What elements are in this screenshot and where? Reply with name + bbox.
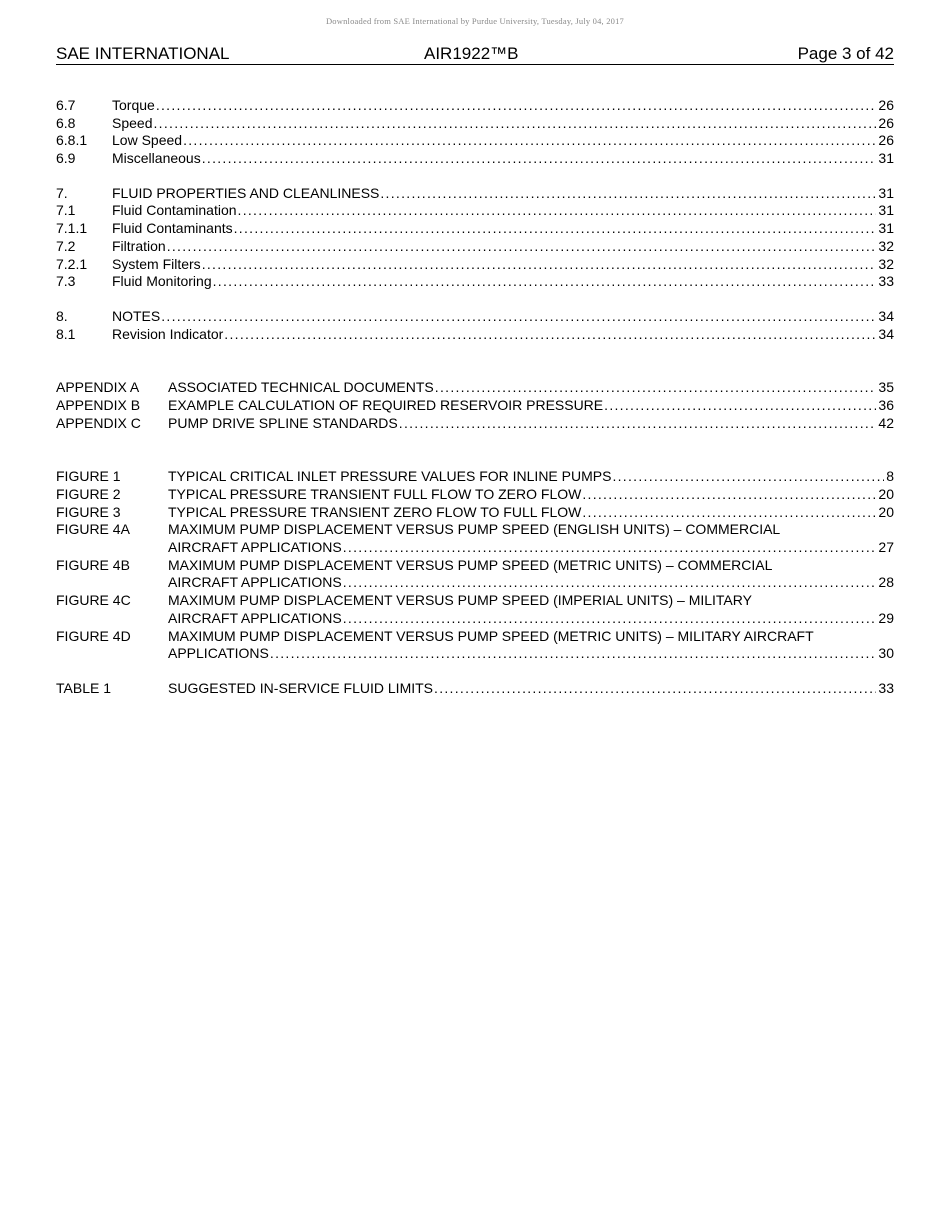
dot-leader [213, 273, 877, 291]
figure-label: FIGURE 4B [56, 556, 130, 573]
toc-page: 20 [878, 503, 894, 520]
toc-title: Revision Indicator [112, 325, 224, 342]
dot-leader [343, 574, 877, 592]
figure-label: FIGURE 2 [56, 486, 121, 502]
toc-figure-entry-continuation[interactable] [56, 645, 894, 663]
toc-title: Filtration [112, 237, 166, 254]
toc-entry[interactable] [56, 132, 894, 150]
toc-number: 7.2.1 [56, 255, 88, 272]
toc-title: TYPICAL PRESSURE TRANSIENT FULL FLOW TO ZERO FLOW [168, 486, 582, 502]
toc-title-line-2: AIRCRAFT APPLICATIONS [168, 609, 342, 626]
toc-number: 6.8 [56, 114, 76, 131]
toc-title: PUMP DRIVE SPLINE STANDARDS [168, 414, 398, 431]
dot-leader [399, 415, 877, 433]
dot-leader [161, 308, 876, 326]
toc-page: 30 [878, 645, 894, 662]
dot-leader [270, 645, 877, 663]
toc-appendix-entry[interactable] [56, 379, 894, 397]
toc-entry[interactable] [56, 202, 894, 220]
toc-figure-entry[interactable] [56, 486, 894, 504]
page-header [56, 44, 894, 65]
toc-number: 6.8.1 [56, 132, 88, 149]
header-page-number: Page 3 of 42 [797, 44, 894, 63]
toc-title: ASSOCIATED TECHNICAL DOCUMENTS [168, 379, 434, 396]
dot-leader [202, 256, 877, 274]
toc-title: TYPICAL CRITICAL INLET PRESSURE VALUES FOR INLINE PUMPS [168, 468, 612, 485]
dot-leader [343, 539, 877, 557]
dot-leader [183, 132, 876, 150]
toc-page: 33 [878, 679, 894, 696]
toc-title: Speed [112, 114, 153, 131]
toc-figure-entry[interactable] [56, 504, 894, 522]
toc-page: 20 [878, 486, 894, 502]
toc-number: 7. [56, 184, 68, 201]
toc-title: Torque [112, 97, 155, 113]
toc-page: 28 [878, 574, 894, 591]
toc-page: 31 [878, 150, 894, 167]
figure-label: FIGURE 4C [56, 592, 131, 609]
appendix-label: APPENDIX B [56, 396, 141, 413]
dot-leader [156, 97, 877, 115]
toc-entry[interactable] [56, 97, 894, 115]
toc-table-entry[interactable] [56, 680, 894, 698]
toc-figure-entry[interactable] [56, 468, 894, 486]
figure-label: FIGURE 3 [56, 503, 121, 520]
toc-page: 36 [878, 396, 894, 413]
toc-entry[interactable] [56, 238, 894, 256]
toc-title-line-2: APPLICATIONS [168, 645, 269, 662]
toc-entry[interactable] [56, 220, 894, 238]
toc-figure-entry-continuation[interactable] [56, 610, 894, 628]
toc-number: 7.3 [56, 273, 76, 290]
toc-title: System Filters [112, 255, 201, 272]
toc-title: Miscellaneous [112, 150, 201, 167]
toc-title-line-2: AIRCRAFT APPLICATIONS [168, 539, 342, 556]
toc-page: 26 [878, 114, 894, 131]
toc-title-line-2: AIRCRAFT APPLICATIONS [168, 574, 342, 591]
toc-figure-entry[interactable] [56, 521, 894, 539]
toc-page: 26 [878, 97, 894, 113]
toc-title: NOTES [112, 307, 161, 324]
toc-figure-entry-continuation[interactable] [56, 574, 894, 592]
dot-leader [167, 238, 877, 256]
dot-leader [612, 468, 884, 486]
toc-title-line-1: MAXIMUM PUMP DISPLACEMENT VERSUS PUMP SPEED (ENGLISH UNITS) – COMMERCIAL [168, 521, 781, 538]
toc-entry[interactable] [56, 326, 894, 344]
toc-number: 7.2 [56, 237, 76, 254]
dot-leader [224, 326, 876, 344]
toc-number: 7.1.1 [56, 220, 88, 237]
toc-appendix-entry[interactable] [56, 397, 894, 415]
toc-title-line-1: MAXIMUM PUMP DISPLACEMENT VERSUS PUMP SPEED (METRIC UNITS) – MILITARY AIRCRAFT [168, 627, 814, 644]
toc-figure-entry-continuation[interactable] [56, 539, 894, 557]
toc-page: 32 [878, 255, 894, 272]
toc-entry[interactable] [56, 273, 894, 291]
toc-title: Fluid Contamination [112, 202, 237, 219]
dot-leader [434, 680, 876, 698]
toc-entry[interactable] [56, 185, 894, 203]
toc-title: Fluid Monitoring [112, 273, 212, 290]
toc-page: 31 [878, 202, 894, 219]
toc-page: 8 [886, 468, 894, 485]
toc-title: TYPICAL PRESSURE TRANSIENT ZERO FLOW TO FULL FLOW [168, 503, 582, 520]
toc-entry[interactable] [56, 115, 894, 133]
dot-leader [582, 504, 876, 522]
toc-page: 34 [878, 307, 894, 324]
toc-title: Fluid Contaminants [112, 220, 233, 237]
dot-leader [343, 610, 877, 628]
dot-leader [582, 486, 876, 504]
toc-number: 7.1 [56, 202, 76, 219]
toc-page: 35 [878, 379, 894, 396]
toc-page: 31 [878, 220, 894, 237]
toc-entry[interactable] [56, 308, 894, 326]
toc-page: 31 [878, 184, 894, 201]
dot-leader [380, 185, 876, 203]
toc-figure-entry[interactable] [56, 557, 894, 575]
toc-page: 29 [878, 609, 894, 626]
figure-label: FIGURE 4A [56, 521, 130, 538]
toc-page: 42 [878, 414, 894, 431]
appendix-label: APPENDIX A [56, 379, 140, 396]
figure-label: FIGURE 4D [56, 627, 131, 644]
dot-leader [234, 220, 877, 238]
header-organization: SAE INTERNATIONAL [56, 44, 230, 63]
toc-title: Low Speed [112, 132, 183, 149]
toc-number: 8.1 [56, 325, 76, 342]
toc-number: 6.9 [56, 150, 76, 167]
toc-page: 26 [878, 132, 894, 149]
figure-label: FIGURE 1 [56, 468, 121, 485]
toc-entry[interactable] [56, 256, 894, 274]
toc-title: FLUID PROPERTIES AND CLEANLINESS [112, 184, 380, 201]
toc-title-line-1: MAXIMUM PUMP DISPLACEMENT VERSUS PUMP SPEED (IMPERIAL UNITS) – MILITARY [168, 592, 752, 609]
toc-title: SUGGESTED IN-SERVICE FLUID LIMITS [168, 679, 434, 696]
toc-page: 32 [878, 237, 894, 254]
toc-number: 8. [56, 307, 68, 324]
dot-leader [604, 397, 876, 415]
toc-figure-entry[interactable] [56, 592, 894, 610]
dot-leader [238, 202, 877, 220]
toc-page: 27 [878, 539, 894, 556]
toc-entry[interactable] [56, 150, 894, 168]
toc-title: EXAMPLE CALCULATION OF REQUIRED RESERVOIR PRESSURE [168, 396, 604, 413]
toc-page: 33 [878, 273, 894, 290]
appendix-label: APPENDIX C [56, 414, 141, 431]
dot-leader [202, 150, 877, 168]
download-watermark: Downloaded from SAE International by Purdue University, Tuesday, July 04, 2017 [325, 16, 625, 26]
dot-leader [435, 379, 877, 397]
table-label: TABLE 1 [56, 679, 111, 696]
dot-leader [153, 115, 876, 133]
toc-page: 34 [878, 325, 894, 342]
table-of-contents [56, 97, 894, 698]
toc-appendix-entry[interactable] [56, 415, 894, 433]
header-document-number: AIR1922™B [424, 44, 519, 63]
toc-figure-entry[interactable] [56, 628, 894, 646]
toc-title-line-1: MAXIMUM PUMP DISPLACEMENT VERSUS PUMP SPEED (METRIC UNITS) – COMMERCIAL [168, 556, 773, 573]
toc-number: 6.7 [56, 97, 76, 113]
